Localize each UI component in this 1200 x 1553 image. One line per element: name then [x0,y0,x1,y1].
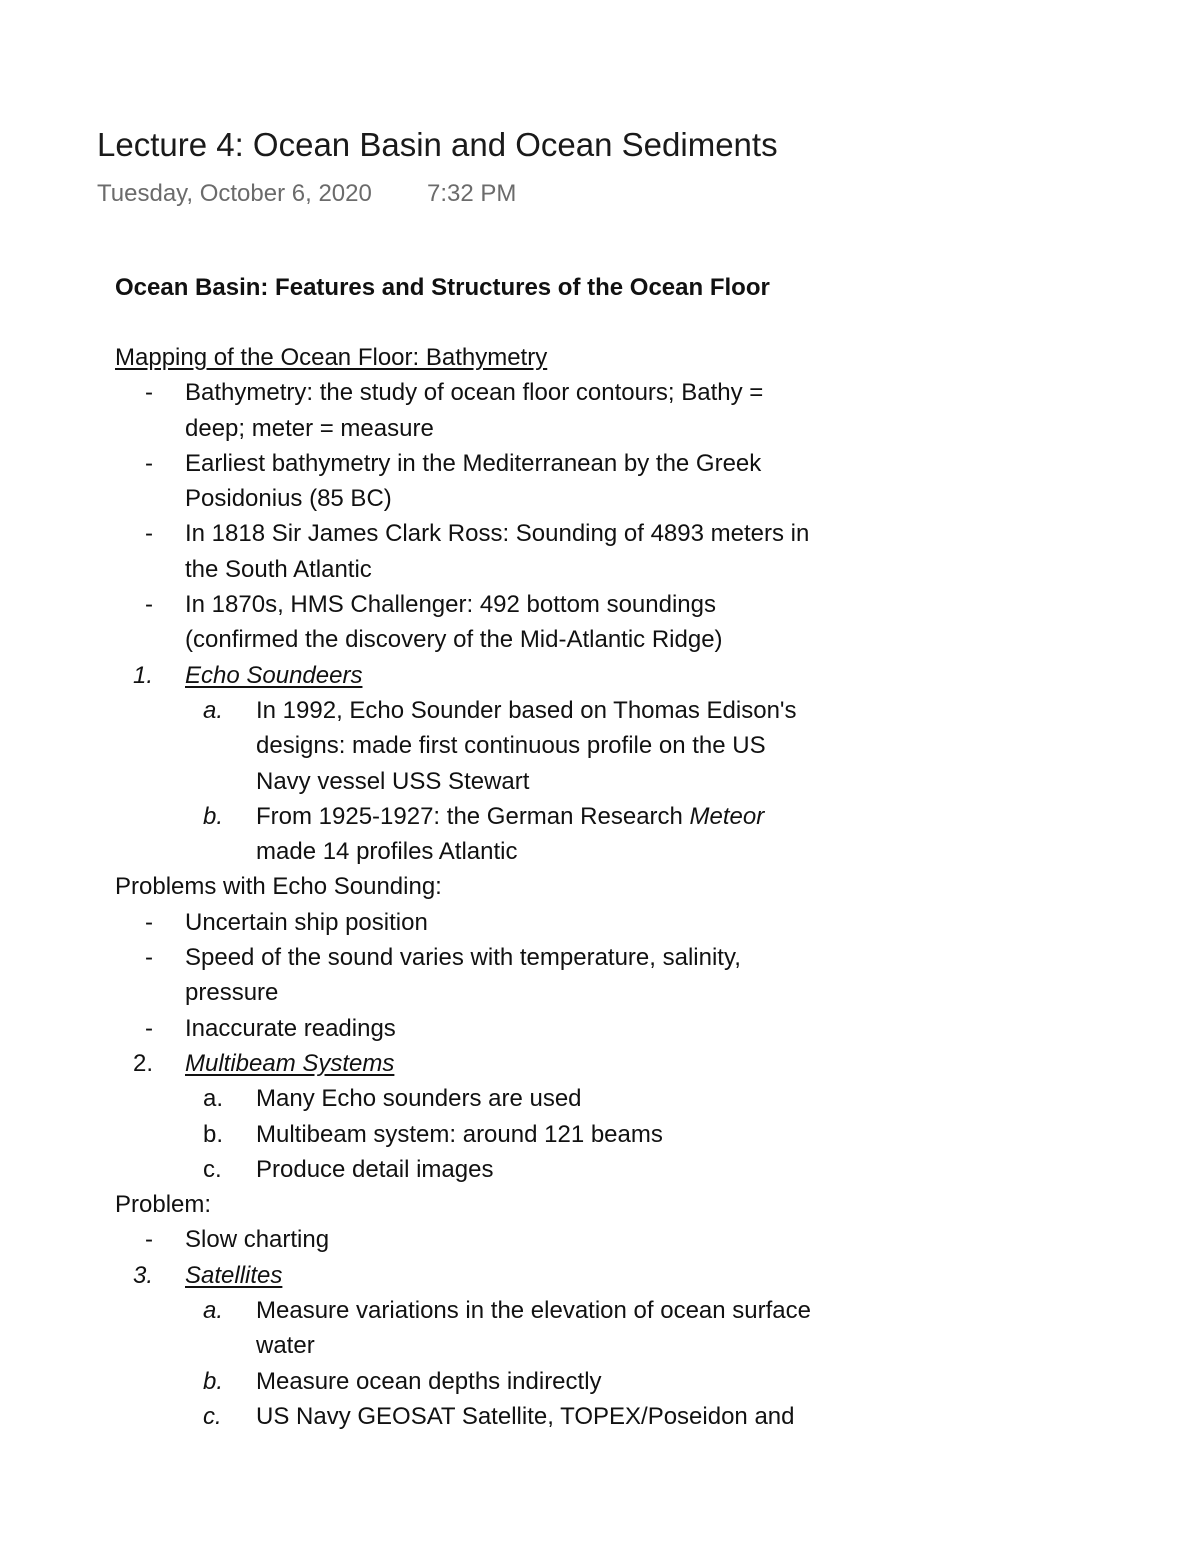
sub-item-continuation [115,764,895,799]
number-marker: 2. [133,1049,154,1077]
sub-item [115,799,895,834]
problem-title: Problem: [115,1191,212,1219]
list-item-continuation [115,481,895,516]
note-time: 7:32 PM [427,180,517,207]
letter-marker: a. [203,1297,224,1325]
list-item [115,905,895,940]
list-item [115,446,895,481]
list-item-text: In 1870s, HMS Challenger: 492 bottom soundings [185,591,716,619]
subsection-title-mapping: Mapping of the Ocean Floor: Bathymetry [115,344,548,371]
list-item-text: Earliest bathymetry in the Mediterranean by the Greek [185,449,762,477]
sub-item-continuation [115,728,895,763]
sub-item [115,1364,895,1399]
sub-item-text: In 1992, Echo Sounder based on Thomas Edison's [256,696,797,724]
list-item-continuation [115,622,895,657]
letter-marker: c. [203,1155,222,1183]
number-marker: 1. [133,661,154,689]
letter-marker: a. [203,1085,224,1113]
sub-item [115,1117,895,1152]
numbered-item-multibeam [115,1046,895,1081]
sub-item-text: Produce detail images [256,1155,494,1183]
sub-item [115,1399,895,1434]
list-item-text: (confirmed the discovery of the Mid-Atlantic Ridge) [185,626,723,654]
sub-item-continuation [115,834,895,869]
list-item [115,1011,895,1046]
list-item-text: Inaccurate readings [185,1014,396,1042]
list-item-continuation [115,552,895,587]
letter-marker: b. [203,1120,224,1148]
sub-item-text: designs: made first continuous profile on the US [256,732,766,760]
bullet-marker: - [145,591,153,619]
list-item [115,940,895,975]
list-item-text: Posidonius (85 BC) [185,485,392,513]
letter-marker: b. [203,1367,224,1395]
list-item-text: In 1818 Sir James Clark Ross: Sounding of 4893 meters in [185,520,810,548]
vessel-name: Meteor [689,802,765,830]
sub-item-text: Measure variations in the elevation of ocean surface [256,1297,811,1325]
sub-item-text: US Navy GEOSAT Satellite, TOPEX/Poseidon and [256,1402,795,1430]
bullet-marker: - [145,520,153,548]
numbered-item-satellites [115,1258,895,1293]
letter-marker: c. [203,1402,222,1430]
bullet-marker: - [145,1226,153,1254]
list-item [115,1222,895,1257]
letter-marker: a. [203,696,224,724]
problems-title: Problems with Echo Sounding: [115,873,442,901]
number-marker: 3. [133,1261,154,1289]
bullet-marker: - [145,908,153,936]
sub-item-text: made 14 profiles Atlantic [256,838,518,866]
sub-item [115,693,895,728]
numbered-item-echo [115,658,895,693]
list-item-text: Speed of the sound varies with temperature, salinity, [185,944,741,972]
bullet-marker: - [145,449,153,477]
bullet-marker: - [145,379,153,407]
note-timestamp [97,180,517,208]
sub-item-text: Navy vessel USS Stewart [256,767,530,795]
list-item-continuation [115,975,895,1010]
section-heading: Ocean Basin: Features and Structures of the Ocean Floor [115,274,770,301]
numbered-item-title: Multibeam Systems [185,1049,395,1077]
bullet-marker: - [145,944,153,972]
bullet-marker: - [145,1014,153,1042]
sub-item [115,1152,895,1187]
list-item-text: Uncertain ship position [185,908,428,936]
sub-item-continuation [115,1328,895,1363]
sub-item [115,1081,895,1116]
note-date: Tuesday, October 6, 2020 [97,180,372,207]
list-item-text: deep; meter = measure [185,414,434,442]
list-item-text: pressure [185,979,279,1007]
sub-item [115,1293,895,1328]
list-item-text: Bathymetry: the study of ocean floor contours; Bathy = [185,379,764,407]
note-body [115,340,895,1434]
sub-item-text: water [256,1332,315,1360]
letter-marker: b. [203,802,224,830]
sub-item-text: Many Echo sounders are used [256,1085,582,1113]
list-item-continuation [115,411,895,446]
numbered-item-title: Echo Soundeers [185,661,363,689]
list-item [115,375,895,410]
list-item [115,587,895,622]
list-item-text: Slow charting [185,1226,330,1254]
numbered-item-title: Satellites [185,1261,283,1289]
page-title: Lecture 4: Ocean Basin and Ocean Sediments [97,126,778,163]
list-item-text: the South Atlantic [185,555,372,583]
sub-item-text: Multibeam system: around 121 beams [256,1120,663,1148]
sub-item-text: Measure ocean depths indirectly [256,1367,602,1395]
list-item [115,516,895,551]
sub-item-text: From 1925-1927: the German Research [256,802,690,830]
